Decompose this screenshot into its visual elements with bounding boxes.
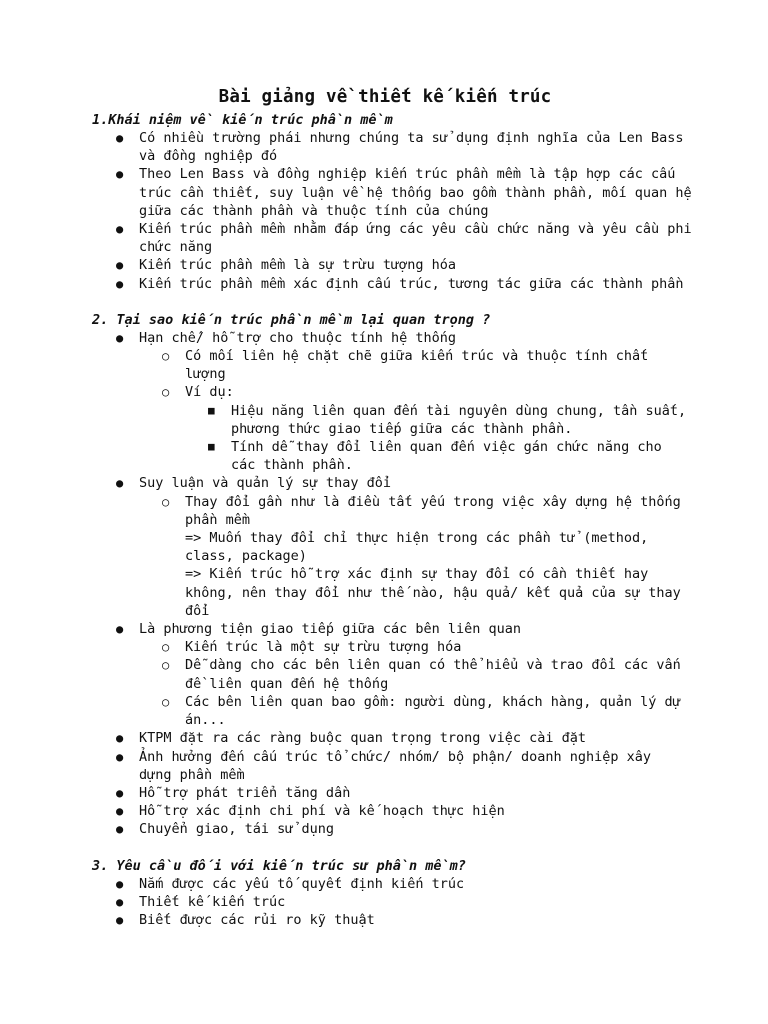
list-item — [92, 165, 692, 220]
section-heading: 2. Tại sao kiến trúc phần mềm lại quan trọng ? — [92, 311, 491, 328]
list-item-text: => Muốn thay đổi chỉ thực hiện trong các phần tử (method, — [185, 530, 649, 547]
bullet-square-icon: ■ — [208, 440, 215, 454]
bullet-circle-icon: ○ — [162, 658, 170, 673]
list-item-text: Kiến trúc phần mềm xác định cấu trúc, tương tác giữa các thành phần — [139, 275, 684, 292]
list-item — [92, 893, 678, 911]
list-item — [92, 474, 681, 620]
list-item-text: Hỗ trợ xác định chi phí và kế hoạch thực hiện — [139, 803, 505, 820]
list-item — [92, 256, 678, 274]
bullet-list-level-1 — [92, 129, 692, 293]
list-item-text: class, package) — [185, 548, 307, 565]
document-body — [92, 111, 692, 929]
list-item — [92, 329, 687, 475]
bullet-circle-icon: ○ — [162, 640, 170, 655]
list-item-text: các thành phần. — [231, 457, 353, 474]
list-item — [92, 220, 692, 256]
bullet-disc-icon: ● — [116, 330, 124, 345]
bullet-disc-icon: ● — [116, 622, 124, 637]
bullet-disc-icon: ● — [116, 804, 124, 819]
bullet-list-level-2 — [139, 347, 687, 474]
list-item-text: Chuyển giao, tái sử dụng — [139, 821, 335, 838]
list-item-text: Thay đổi gần như là điều tất yếu trong việc xây dựng hệ thống — [185, 493, 681, 510]
list-item — [139, 493, 681, 620]
list-item-text: KTPM đặt ra các ràng buộc quan trọng trong việc cài đặt — [139, 730, 587, 747]
list-item-text: Là phương tiện giao tiếp giữa các bên liên quan — [139, 621, 522, 638]
list-item — [92, 129, 684, 165]
list-item — [92, 875, 678, 893]
section-heading: 1.Khái niệm về kiến trúc phần mềm — [92, 112, 393, 128]
list-item — [139, 638, 678, 656]
list-item-text: Có mối liên hệ chặt chẽ giữa kiến trúc và thuộc tính chất — [185, 348, 649, 365]
bullet-disc-icon: ● — [116, 749, 124, 764]
list-item-text: Tính dễ thay đổi liên quan đến việc gán chức năng cho — [231, 439, 662, 456]
section-3 — [92, 857, 678, 930]
list-item-text: Các bên liên quan bao gồm: người dùng, khách hàng, quản lý dự — [185, 693, 681, 710]
list-item-text: Kiến trúc phần mềm là sự trừu tượng hóa — [139, 257, 456, 274]
list-item-text: Hạn chế/ hỗ trợ cho thuộc tính hệ thống — [139, 329, 456, 346]
list-item — [92, 784, 678, 802]
bullet-circle-icon: ○ — [162, 694, 170, 709]
list-item-text: giữa các thành phần và thuộc tính của chúng — [139, 202, 489, 219]
list-item-text: Ảnh hưởng đến cấu trúc tổ chức/ nhóm/ bộ phận/ doanh nghiệp xây — [139, 748, 652, 765]
list-item — [92, 620, 681, 729]
list-item-text: Kiến trúc phần mềm nhằm đáp ứng các yêu cầu chức năng và yêu cầu phi — [139, 221, 692, 238]
list-item-text: và đồng nghiệp đó — [139, 148, 278, 165]
bullet-disc-icon: ● — [116, 167, 124, 182]
list-item — [185, 402, 687, 438]
list-item-text: Ví dụ: — [185, 384, 234, 401]
bullet-disc-icon: ● — [116, 785, 124, 800]
bullet-disc-icon: ● — [116, 894, 124, 909]
list-item-text: trúc cần thiết, suy luận về hệ thống bao gồm thành phần, mối quan hệ — [139, 184, 692, 201]
list-item-text: dựng phần mềm — [139, 766, 245, 783]
bullet-square-icon: ■ — [208, 403, 215, 417]
bullet-list-level-2 — [139, 493, 681, 620]
list-item — [92, 748, 678, 784]
list-item — [139, 693, 681, 729]
list-item — [139, 383, 687, 474]
list-item — [92, 729, 678, 747]
bullet-list-level-1 — [92, 875, 678, 930]
list-item-text: Hỗ trợ phát triển tăng dần — [139, 784, 351, 801]
list-item — [92, 911, 678, 929]
bullet-list-level-1 — [92, 329, 687, 839]
list-item-text: Dễ dàng cho các bên liên quan có thể hiểu và trao đổi các vấn — [185, 657, 681, 674]
list-item — [92, 802, 678, 820]
list-item-text: Suy luận và quản lý sự thay đổi — [139, 475, 391, 492]
section-1 — [92, 111, 692, 293]
list-item — [139, 347, 678, 383]
list-item-text: Biết được các rủi ro kỹ thuật — [139, 911, 375, 928]
bullet-disc-icon: ● — [116, 876, 124, 891]
list-item — [185, 438, 678, 474]
list-item-text: đề liên quan đến hệ thống — [185, 675, 389, 692]
bullet-disc-icon: ● — [116, 131, 124, 145]
list-item-text: Có nhiều trường phái nhưng chúng ta sử dụng định nghĩa của Len Bass — [139, 130, 684, 146]
bullet-disc-icon: ● — [116, 731, 124, 746]
bullet-disc-icon: ● — [116, 258, 124, 273]
list-item-text: Kiến trúc là một sự trừu tượng hóa — [185, 639, 462, 656]
bullet-disc-icon: ● — [116, 822, 124, 837]
bullet-circle-icon: ○ — [162, 385, 170, 400]
bullet-disc-icon: ● — [116, 222, 124, 237]
list-item — [92, 275, 684, 293]
list-item-text: Hiệu năng liên quan đến tài nguyên dùng chung, tần suất, — [231, 402, 687, 419]
bullet-disc-icon: ● — [116, 476, 124, 491]
document-title: Bài giảng về thiết kế kiến trúc — [218, 87, 552, 107]
bullet-circle-icon: ○ — [162, 494, 170, 509]
list-item-text: => Kiến trúc hỗ trợ xác định sự thay đổi có cần thiết hay — [185, 566, 649, 583]
list-item-text: lượng — [185, 366, 226, 383]
section-2 — [92, 311, 687, 839]
list-item-text: đổi — [185, 602, 210, 619]
list-item — [92, 820, 678, 838]
section-heading: 3. Yêu cầu đối với kiến trúc sư phần mềm? — [92, 857, 466, 874]
bullet-disc-icon: ● — [116, 912, 124, 927]
bullet-circle-icon: ○ — [162, 349, 170, 364]
list-item-text: Thiết kế kiến trúc — [139, 893, 286, 910]
list-item-text: Nắm được các yếu tố quyết định kiến trúc — [139, 875, 465, 892]
bullet-list-level-2 — [139, 638, 681, 729]
list-item-text: Theo Len Bass và đồng nghiệp kiến trúc phần mềm là tập hợp các cấu — [139, 166, 676, 183]
list-item-text: phần mềm — [185, 511, 251, 528]
bullet-disc-icon: ● — [116, 276, 124, 291]
list-item-text: chức năng — [139, 239, 213, 256]
list-item-text: án... — [185, 712, 226, 729]
list-item — [139, 656, 681, 692]
bullet-list-level-3 — [185, 402, 687, 475]
list-item-text: phương thức giao tiếp giữa các thành phần. — [231, 420, 573, 437]
list-item-text: không, nên thay đổi như thế nào, hậu quả/ kết quả của sự thay — [185, 584, 681, 601]
